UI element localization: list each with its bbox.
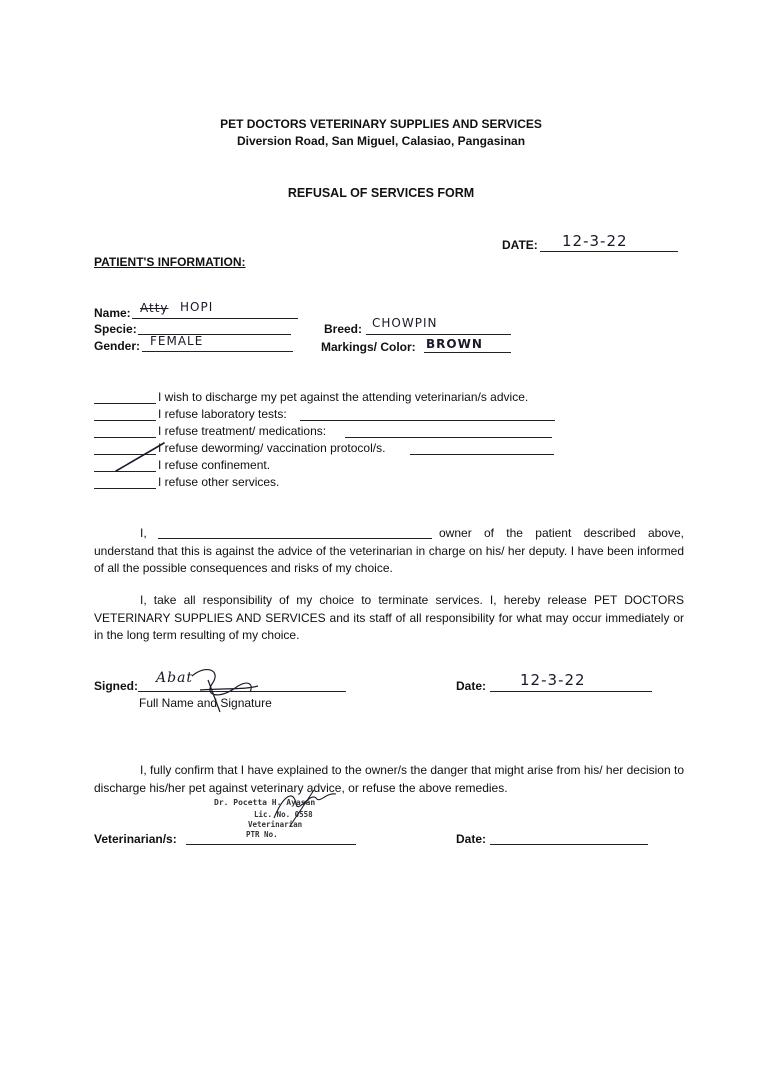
refusal-blank-6	[94, 488, 156, 489]
clinic-address: Diversion Road, San Miguel, Calasiao, Pangasinan	[236, 134, 526, 148]
stamp-line-3: Veterinarian	[248, 820, 303, 829]
stamp-line-1: Dr. Pocetta H. Ayasan	[214, 798, 316, 807]
clinic-name: PET DOCTORS VETERINARY SUPPLIES AND SERVICES	[220, 117, 542, 131]
stamp-line-4: PTR No.	[246, 830, 278, 839]
vet-signature-mark	[270, 788, 350, 828]
vet-date-label: Date:	[456, 832, 487, 846]
stamp-line-2: Lic. No. 0558	[254, 810, 313, 819]
gender-value: FEMALE	[150, 334, 204, 348]
name-crossed: Atty	[140, 301, 169, 315]
date-line	[540, 251, 678, 252]
handwritten-check-mark	[112, 440, 168, 474]
refusal-blank-3	[94, 437, 156, 438]
signed-label: Signed:	[94, 679, 138, 693]
patient-section-label: PATIENT'S INFORMATION:	[94, 255, 246, 269]
refusal-item-5: I refuse confinement.	[158, 458, 271, 472]
refusal-blank-2	[94, 420, 156, 421]
vet-statement: I, fully confirm that I have explained to the owner/s the danger that might arise from his/ her decision to discharge his/her pet against veterinary advice, or refuse the above remedies.	[94, 763, 684, 795]
gender-label: Gender:	[94, 339, 141, 353]
markings-label: Markings/ Color:	[321, 340, 416, 354]
form-title: REFUSAL OF SERVICES FORM	[287, 186, 475, 200]
markings-line	[424, 352, 511, 353]
refusal-detail-line-2	[300, 420, 555, 421]
name-line	[132, 318, 298, 319]
date-value: 12-3-22	[562, 232, 628, 250]
vet-stamp	[210, 788, 360, 844]
breed-label: Breed:	[324, 322, 363, 336]
refusal-detail-line-3	[345, 437, 552, 438]
signature-sub-label: Full Name and Signature	[139, 696, 272, 710]
vet-date-line	[490, 844, 648, 845]
signed-date-value: 12-3-22	[520, 671, 586, 689]
refusal-item-2: I refuse laboratory tests:	[158, 407, 287, 421]
markings-value: BROWN	[426, 337, 483, 351]
refusal-item-6: I refuse other services.	[158, 475, 280, 489]
name-label: Name:	[94, 306, 131, 320]
refusal-detail-line-4	[410, 454, 554, 455]
veterinarian-label: Veterinarian/s:	[94, 832, 177, 846]
specie-label: Specie:	[94, 322, 137, 336]
signature-text: Abat	[156, 670, 194, 686]
breed-line	[366, 334, 511, 335]
refusal-blank-1	[94, 403, 156, 404]
breed-value: CHOWPIN	[372, 316, 438, 330]
refusal-item-1: I wish to discharge my pet against the attending veterinarian/s advice.	[158, 390, 529, 404]
veterinarian-line	[186, 844, 356, 845]
refusal-item-4: I refuse deworming/ vaccination protocol/s.	[158, 441, 386, 455]
date-label: DATE:	[502, 238, 538, 252]
gender-line	[142, 351, 293, 352]
release-statement: I, take all responsibility of my choice to terminate services. I, hereby release PET DOCTORS VETERINARY SUPPLIES AND SERVICES and its staff of all responsibility for what may occur immediately or in the long term resulting of my choice.	[94, 593, 684, 642]
signed-date-label: Date:	[456, 679, 487, 693]
owner-statement-prefix: I,	[140, 526, 147, 540]
name-value: HOPI	[180, 300, 214, 314]
signed-date-line	[490, 691, 652, 692]
owner-statement-text: owner of the patient described above, understand that this is against the advice of the veterinarian in charge on his/ her deputy. I have been informed of all the possible consequences and risks of my choice.	[94, 526, 684, 575]
refusal-item-3: I refuse treatment/ medications:	[158, 424, 327, 438]
